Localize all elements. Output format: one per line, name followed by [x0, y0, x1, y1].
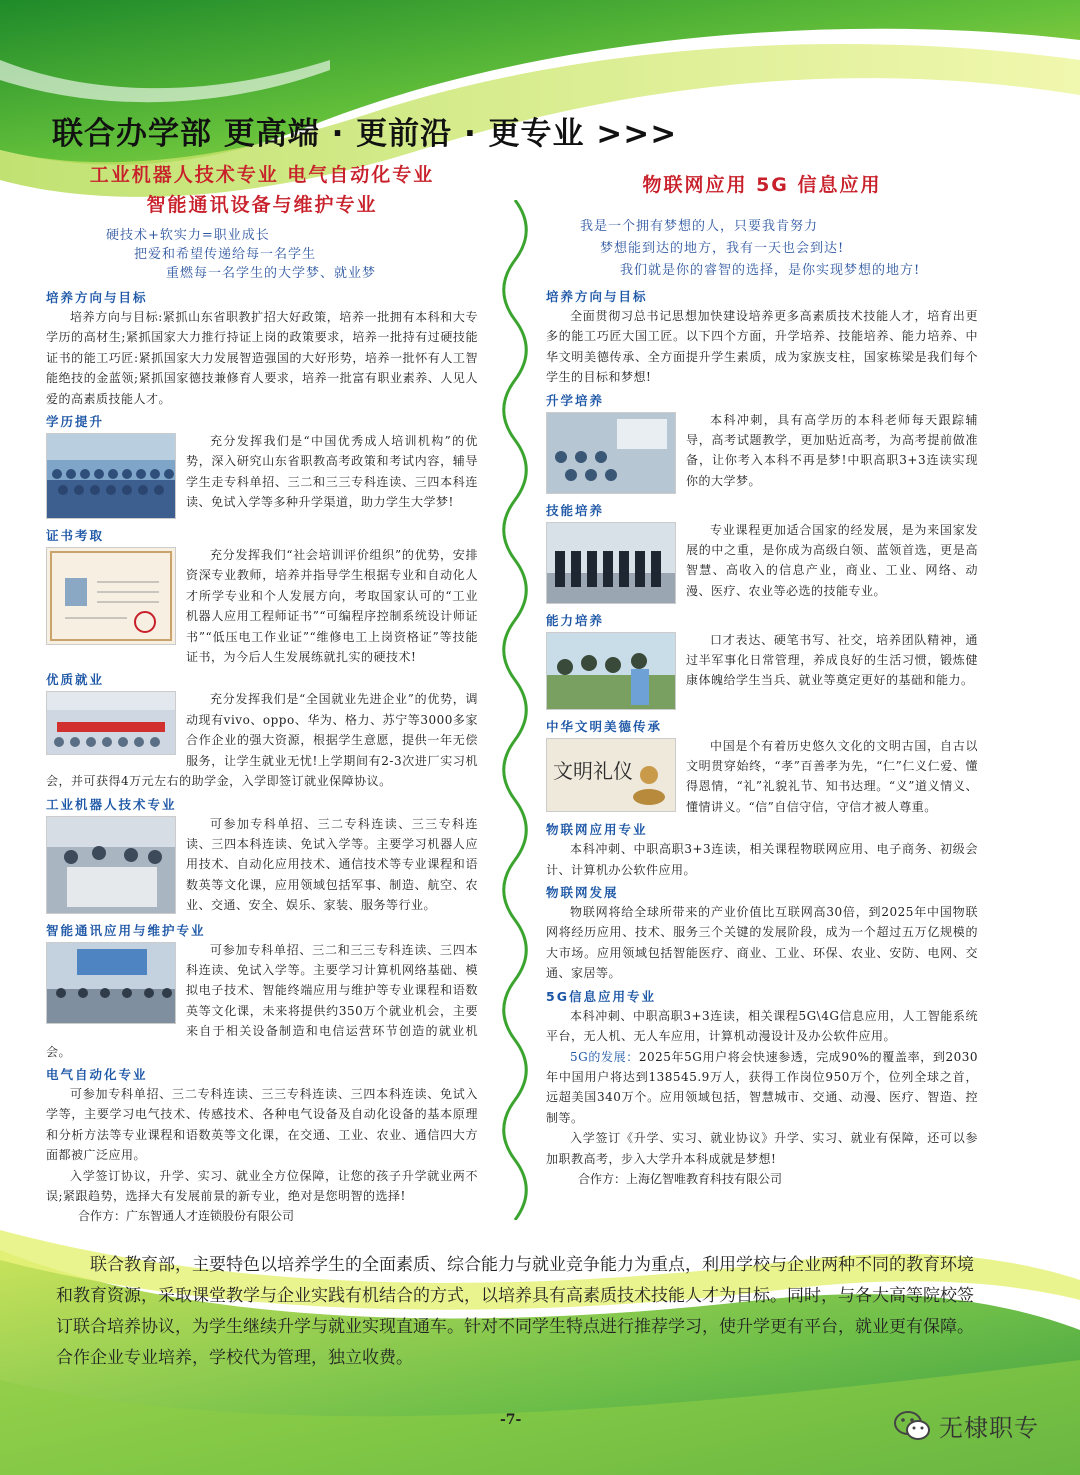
right-5g-development: [546, 1047, 978, 1129]
outdoor-students-photo: [546, 632, 676, 710]
right-section-text: 本科冲刺，具有高学历的本科老师每天跟踪辅导，高考试题教学，更加贴近高考，为高考提前做准备，让你考入本科不再是梦!中职高职3+3连读实现你的大学梦。: [686, 412, 978, 488]
right-section-text: 专业课程更加适合国家的经发展，是为来国家发展的中之重，是你成为高级白领、蓝领首选，更是高智慧、高收入的信息产业，商业、工业、网络、动漫、医疗、农业等必选的技能专业。: [686, 522, 978, 598]
statue-icon: [629, 757, 669, 807]
left-section-title: 优质就业: [46, 672, 105, 688]
right-slogan-3: 我们就是你的睿智的选择，是你实现梦想的地方!: [620, 263, 921, 278]
left-section-title: 智能通讯应用与维护专业: [46, 922, 206, 938]
left-section-title: 培养方向与目标: [46, 290, 148, 305]
left-section-title: 电气自动化专业: [46, 1066, 148, 1082]
right-section-title: 中华文明美德传承: [546, 718, 663, 734]
left-section-text: 可参加专科单招、三二专科连读、三三专科连读、三四本科连读、免试入学等。主要学习机器人应用技术、自动化应用技术、通信技术等专业课程和语数英等文化课，应用领域包括军事、制造、航空、农业、交通、安全、娱乐、家装、服务等行业。: [186, 816, 478, 913]
wechat-account-name: 无棣职专: [939, 1414, 1039, 1442]
left-partner: 合作方：广东智通人才连锁股份有限公司: [78, 1209, 295, 1224]
left-slogan-2: 把爱和希望传递给每一名学生: [134, 247, 317, 262]
left-section-text: 充分发挥我们是“中国优秀成人培训机构”的优势，深入研究山东省职教高考政策和考试内容，辅导学生走专科单招、三二和三三专科连读、三四本科连读、免试入学等多种升学渠道，助力学生大学梦!: [186, 434, 478, 510]
right-section-text: 本科冲刺、中职高职3+3连读，相关课程物联网应用、电子商务、初级会计、计算机办公软件应用。: [546, 842, 978, 877]
right-section-title: 5G信息应用专业: [546, 988, 656, 1004]
page-header: 联合办学部 更高端 · 更前沿 · 更专业 >>>: [52, 116, 678, 152]
communication-lab-photo: [46, 942, 176, 1024]
wechat-icon: [893, 1410, 931, 1442]
left-section-title: 学历提升: [46, 414, 105, 430]
right-section-title: 物联网发展: [546, 885, 619, 901]
students-group-photo: [46, 433, 176, 519]
left-section-title: 证书考取: [46, 528, 105, 544]
right-title: 物联网应用 5G 信息应用: [642, 174, 882, 196]
left-section-text: 可参加专科单招、三二和三三专科连读、三四本科连读、免试入学等。主要学习计算机网络基础、模拟电子技术、智能终端应用与维护等专业课程和语数英等文化课，未来将提供约350万个就业机会，主要来自于相关设备制造和电信运营环节创造的就业机会。: [46, 942, 478, 1059]
right-section-title: 能力培养: [546, 612, 605, 628]
right-partner: 合作方：上海亿智唯教育科技有限公司: [578, 1171, 783, 1186]
page-number: -7-: [500, 1412, 522, 1428]
right-section-text: 入学签订《升学、实习、就业协议》升学、实习、就业有保障，还可以参加职教高考，步入大学升本科成就是梦想!: [546, 1131, 978, 1166]
left-slogan-1: 硬技术+软实力=职业成长: [106, 228, 270, 243]
left-title-line2: 智能通讯设备与维护专业: [146, 194, 378, 216]
right-section-title: 物联网应用专业: [546, 822, 648, 838]
students-lineup-photo: [546, 522, 676, 604]
right-section-text: 全面贯彻习总书记思想加快建设培养更多高素质技术技能人才，培育出更多的能工巧匠大国工匠。以下四个方面，升学培养、技能培养、能力培养、中华文明美德传承、全方面提升学生素质，成为家族支柱，国家栋梁是我们每个学生的目标和梦想!: [546, 309, 978, 385]
certificate-image: [46, 547, 176, 645]
robot-lab-photo: [46, 816, 176, 914]
right-section-text: 中国是个有着历史悠久文化的文明古国，自古以文明贯穿始终，“孝”百善孝为先，“仁”仁义仁爱、懂得恩情，“礼”礼貌礼节、知书达理。“义”道义情义、懂情讲义。“信”自信守信，守信才被人尊重。: [686, 738, 978, 814]
5g-label: 5G的发展：: [570, 1049, 639, 1064]
right-slogan-2: 梦想能到达的地方，我有一天也会到达!: [600, 241, 845, 256]
left-title-line1: 工业机器人技术专业 电气自动化专业: [89, 164, 435, 186]
left-section-text: 可参加专科单招、三二专科连读、三三专科连读、三四本科连读、免试入学等，主要学习电气技术、传感技术、各种电气设备及自动化设备的基本原理和分析方法等专业课程和语数英等文化课，在交通、工业、农业、通信四大方面都被广泛应用。: [46, 1086, 478, 1163]
employment-event-photo: [46, 691, 176, 755]
right-section-title: 升学培养: [546, 392, 605, 408]
divider-vine: [500, 200, 530, 1220]
classroom-photo: [546, 412, 676, 494]
left-column: [46, 160, 478, 1226]
right-column: [546, 160, 978, 1189]
right-slogan-1: 我是一个拥有梦想的人，只要我肯努力: [580, 219, 819, 234]
5g-text: 2025年5G用户将会快速参透，完成90%的覆盖率，到2030年中国用户将达到138545.9万人，获得工作岗位950万个，位列全球之首，远超美国340万个。应用领域包括，智慧城市、交通、动漫、医疗、智造、控制等。: [546, 1049, 978, 1125]
left-section-title: 工业机器人技术专业: [46, 796, 177, 812]
wechat-watermark: [893, 1408, 1039, 1443]
right-section-title: 技能培养: [546, 502, 605, 518]
civility-image-text: 文明礼仪: [553, 758, 633, 783]
left-section-text: 充分发挥我们“社会培训评价组织”的优势，安排资深专业教师，培养并指导学生根据专业和自动化人才所学专业和个人发展方向，考取国家认可的“工业机器人应用工程师证书”“可编程序控制系统设计师证书”“低压电工作业证”“维修电工上岗资格证”等技能证书，为今后人生发展练就扎实的硬技术!: [186, 548, 478, 665]
right-section-text: 本科冲刺、中职高职3+3连读，相关课程5G\4G信息应用，人工智能系统平台，无人机、无人车应用，计算机动漫设计及办公软件应用。: [546, 1008, 978, 1044]
right-section-text: 口才表达、硬笔书写、社交，培养团队精神，通过半军事化日常管理，养成良好的生活习惯，锻炼健康体魄给学生当兵、就业等奠定更好的基础和能力。: [686, 632, 978, 688]
left-slogan-3: 重燃每一名学生的大学梦、就业梦: [166, 266, 377, 281]
left-section-text: 充分发挥我们是“全国就业先进企业”的优势，调动现有vivo、oppo、华为、格力、苏宁等3000多家合作企业的强大资源，根据学生意愿，提供一年无偿服务，让学生就业无忧!上学期间有2-3次进厂实习机会，并可获得4万元左右的助学金，入学即签订就业保障协议。: [46, 692, 478, 789]
bottom-summary: 联合教育部，主要特色以培养学生的全面素质、综合能力与就业竞争能力为重点，利用学校与企业两种不同的教育环境和教育资源，采取课堂教学与企业实践有机结合的方式，以培养具有高素质技术技能人才为目标。同时，与各大高等院校签订联合培养协议，为学生继续升学与就业实现直通车。针对不同学生特点进行推荐学习，使升学更有平台，就业更有保障。合作企业专业培养，学校代为管理，独立收费。: [56, 1255, 974, 1368]
right-section-title: 培养方向与目标: [546, 289, 648, 304]
civility-etiquette-image: [546, 738, 676, 812]
left-section-text: 培养方向与目标:紧抓山东省职教扩招大好政策，培养一批拥有本科和大专学历的高材生;紧抓国家大力推行持证上岗的政策要求，培养一批持有过硬技能证书的能工巧匠:紧抓国家大力发展智造强国的大好形势，培养一批怀有人工智能绝技的金蓝领;紧抓国家德技兼修育人要求，培养一批富有职业素养、人见人爱的高素质技能人才。: [46, 310, 478, 406]
right-section-text: 物联网将给全球所带来的产业价值比互联网高30倍，到2025年中国物联网将经历应用、技术、服务三个关键的发展阶段，成为一个超过五万亿规模的大市场。应用领域包括智能医疗、商业、工业、环保、农业、安防、电网、交通、家居等。: [546, 905, 978, 981]
left-section-text: 入学签订协议，升学、实习、就业全方位保障，让您的孩子升学就业两不误;紧跟趋势，选择大有发展前景的新专业，绝对是您明智的选择!: [46, 1168, 478, 1203]
